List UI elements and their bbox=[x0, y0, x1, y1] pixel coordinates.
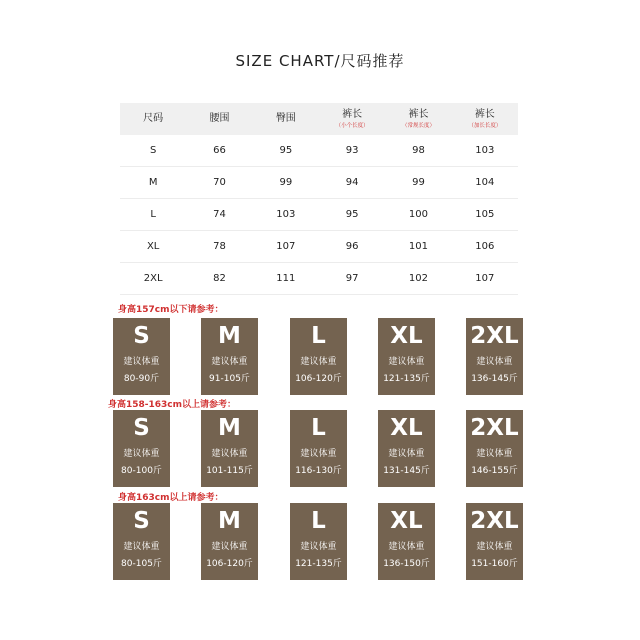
page-title: SIZE CHART/尺码推荐 bbox=[235, 52, 405, 70]
card-weight-label: 建议体重 bbox=[476, 449, 513, 459]
size-card-xl bbox=[378, 503, 435, 580]
header-size: 尺码 bbox=[120, 103, 186, 135]
height-group-label: 身高158-163cm以上请参考： bbox=[108, 400, 237, 410]
card-size: S bbox=[133, 508, 150, 534]
card-weight-label: 建议体重 bbox=[300, 449, 337, 459]
size-card-m bbox=[201, 410, 258, 487]
cell-length-regular: 98 bbox=[385, 135, 451, 167]
card-size: XL bbox=[390, 508, 423, 534]
card-weight-range: 131-145斤 bbox=[383, 466, 430, 476]
size-card-l bbox=[290, 503, 347, 580]
card-size: L bbox=[311, 415, 326, 441]
card-weight-label: 建议体重 bbox=[211, 542, 248, 552]
size-card-xl bbox=[378, 410, 435, 487]
size-card-2xl bbox=[466, 318, 523, 395]
card-weight-range: 80-105斤 bbox=[121, 559, 162, 569]
cell-hip: 107 bbox=[253, 231, 319, 263]
size-card-s bbox=[113, 318, 170, 395]
card-weight-label: 建议体重 bbox=[476, 357, 513, 367]
card-size: 2XL bbox=[470, 508, 519, 534]
cell-size: M bbox=[120, 167, 186, 199]
card-weight-label: 建议体重 bbox=[476, 542, 513, 552]
cell-waist: 78 bbox=[186, 231, 252, 263]
header-hip: 臀围 bbox=[253, 103, 319, 135]
card-weight-range: 106-120斤 bbox=[206, 559, 253, 569]
card-size: M bbox=[218, 415, 241, 441]
size-table bbox=[120, 103, 518, 295]
table-row bbox=[120, 135, 518, 167]
card-weight-label: 建议体重 bbox=[211, 449, 248, 459]
header-waist: 腰围 bbox=[186, 103, 252, 135]
cell-hip: 99 bbox=[253, 167, 319, 199]
card-size: S bbox=[133, 323, 150, 349]
card-weight-range: 106-120斤 bbox=[295, 374, 342, 384]
card-weight-range: 80-100斤 bbox=[121, 466, 162, 476]
header-length-regular: 裤长 （常规长度） bbox=[385, 103, 451, 135]
card-weight-label: 建议体重 bbox=[388, 357, 425, 367]
card-weight-range: 91-105斤 bbox=[209, 374, 250, 384]
cell-length-regular: 100 bbox=[385, 199, 451, 231]
card-size: 2XL bbox=[470, 323, 519, 349]
cell-size: S bbox=[120, 135, 186, 167]
cell-length-regular: 102 bbox=[385, 263, 451, 295]
card-weight-range: 146-155斤 bbox=[471, 466, 518, 476]
card-weight-range: 80-90斤 bbox=[123, 374, 160, 384]
card-size: M bbox=[218, 323, 241, 349]
cell-length-petite: 93 bbox=[319, 135, 385, 167]
size-card-s bbox=[113, 503, 170, 580]
cell-hip: 95 bbox=[253, 135, 319, 167]
table-header-row bbox=[120, 103, 518, 135]
card-weight-label: 建议体重 bbox=[300, 542, 337, 552]
size-card-xl bbox=[378, 318, 435, 395]
card-weight-label: 建议体重 bbox=[388, 449, 425, 459]
size-card-2xl bbox=[466, 503, 523, 580]
card-size: XL bbox=[390, 415, 423, 441]
size-card-s bbox=[113, 410, 170, 487]
cell-size: L bbox=[120, 199, 186, 231]
card-weight-range: 121-135斤 bbox=[295, 559, 342, 569]
table-row bbox=[120, 199, 518, 231]
cell-hip: 103 bbox=[253, 199, 319, 231]
card-size: XL bbox=[390, 323, 423, 349]
cell-hip: 111 bbox=[253, 263, 319, 295]
cell-length-long: 103 bbox=[452, 135, 518, 167]
size-card-l bbox=[290, 318, 347, 395]
cell-length-petite: 97 bbox=[319, 263, 385, 295]
cell-length-long: 107 bbox=[452, 263, 518, 295]
cell-length-regular: 99 bbox=[385, 167, 451, 199]
card-size: L bbox=[311, 508, 326, 534]
cell-length-petite: 94 bbox=[319, 167, 385, 199]
cell-length-regular: 101 bbox=[385, 231, 451, 263]
cell-length-petite: 95 bbox=[319, 199, 385, 231]
cell-waist: 82 bbox=[186, 263, 252, 295]
cell-length-long: 106 bbox=[452, 231, 518, 263]
cell-waist: 66 bbox=[186, 135, 252, 167]
size-card-m bbox=[201, 503, 258, 580]
table-row bbox=[120, 167, 518, 199]
cell-size: XL bbox=[120, 231, 186, 263]
card-weight-label: 建议体重 bbox=[388, 542, 425, 552]
card-weight-range: 136-150斤 bbox=[383, 559, 430, 569]
cell-waist: 70 bbox=[186, 167, 252, 199]
cell-length-long: 104 bbox=[452, 167, 518, 199]
card-weight-range: 121-135斤 bbox=[383, 374, 430, 384]
card-size: 2XL bbox=[470, 415, 519, 441]
height-group-label: 身高157cm以下请参考： bbox=[118, 305, 224, 315]
card-weight-label: 建议体重 bbox=[123, 357, 160, 367]
size-card-l bbox=[290, 410, 347, 487]
table-row bbox=[120, 231, 518, 263]
cell-size: 2XL bbox=[120, 263, 186, 295]
table-row bbox=[120, 263, 518, 295]
cell-length-long: 105 bbox=[452, 199, 518, 231]
header-length-petite: 裤长 （小个长度） bbox=[319, 103, 385, 135]
header-length-long: 裤长 （加长长度） bbox=[452, 103, 518, 135]
card-weight-range: 151-160斤 bbox=[471, 559, 518, 569]
card-weight-range: 101-115斤 bbox=[206, 466, 253, 476]
card-weight-range: 116-130斤 bbox=[295, 466, 342, 476]
height-group-label: 身高163cm以上请参考： bbox=[118, 493, 224, 503]
card-size: L bbox=[311, 323, 326, 349]
card-weight-label: 建议体重 bbox=[211, 357, 248, 367]
cell-length-petite: 96 bbox=[319, 231, 385, 263]
card-size: S bbox=[133, 415, 150, 441]
size-card-2xl bbox=[466, 410, 523, 487]
card-weight-label: 建议体重 bbox=[123, 449, 160, 459]
card-weight-label: 建议体重 bbox=[300, 357, 337, 367]
cell-waist: 74 bbox=[186, 199, 252, 231]
card-weight-label: 建议体重 bbox=[123, 542, 160, 552]
card-weight-range: 136-145斤 bbox=[471, 374, 518, 384]
size-card-m bbox=[201, 318, 258, 395]
card-size: M bbox=[218, 508, 241, 534]
